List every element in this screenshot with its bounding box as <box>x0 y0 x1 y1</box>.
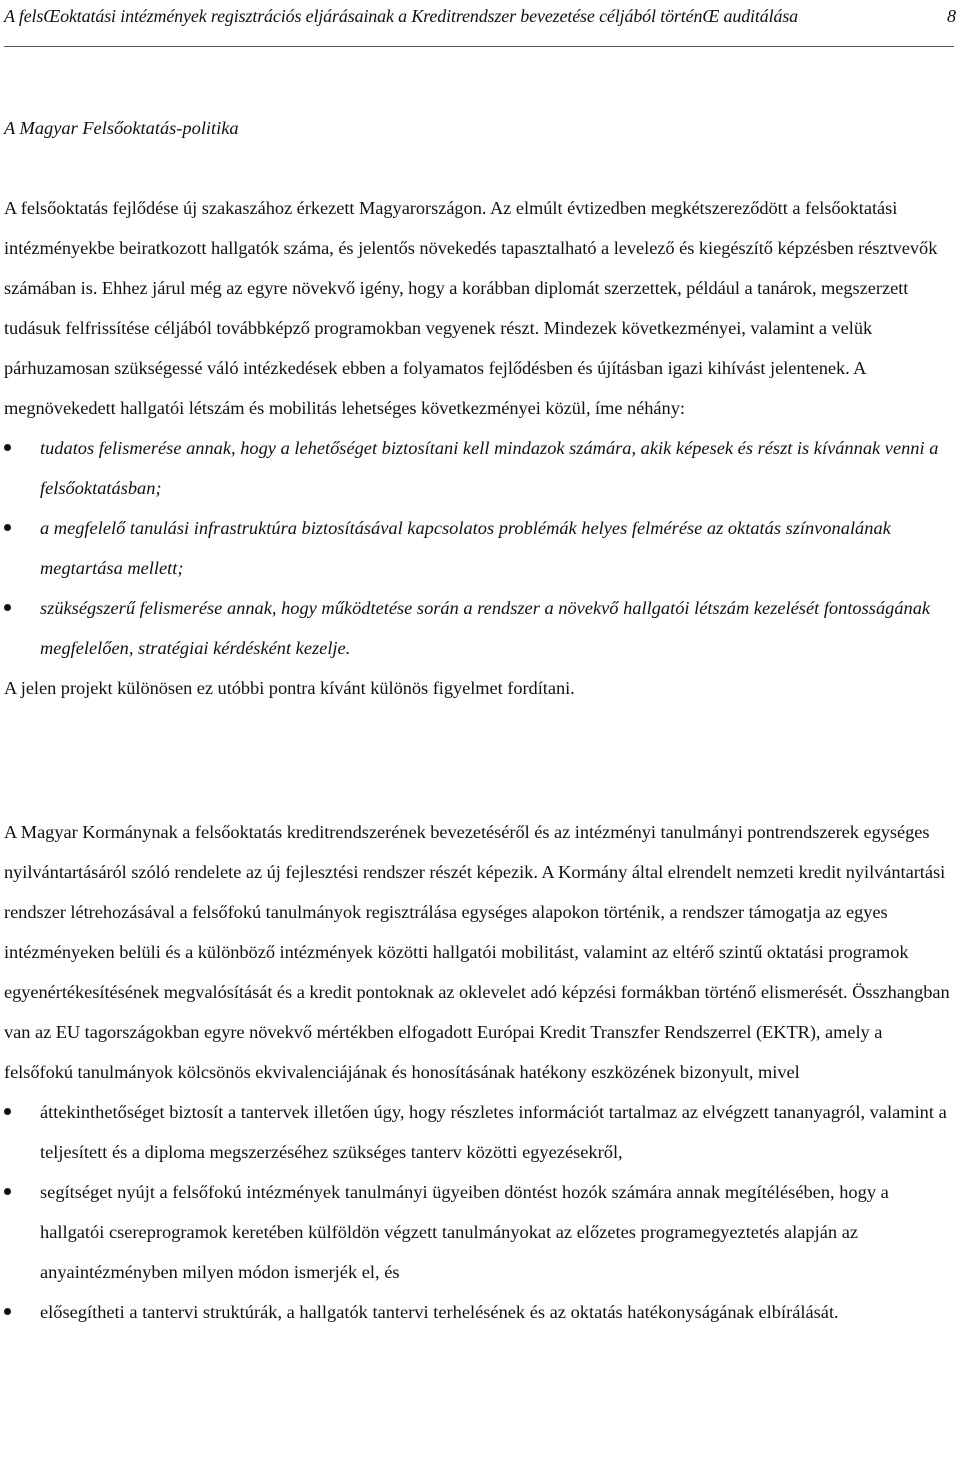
bullet-icon <box>4 524 11 531</box>
list-item-text: elősegítheti a tantervi struktúrák, a hallgatók tantervi terhelésének és az oktatás hatékonyságának elbírálását. <box>40 1302 839 1322</box>
bullet-icon <box>4 1108 11 1115</box>
list-item-text: a megfelelő tanulási infrastruktúra biztosításával kapcsolatos problémák helyes felmérése az oktatás színvonalának megtartása mellett; <box>40 518 891 578</box>
running-header-title: A felsŒoktatási intézmények regisztrációs eljárásainak a Kreditrendszer bevezetése céljából történŒ auditálása <box>4 6 799 26</box>
bullet-icon <box>4 444 11 451</box>
bullet-icon <box>4 1188 11 1195</box>
section-body-2 <box>4 812 954 1332</box>
list-item-text: segítséget nyújt a felsőfokú intézmények tanulmányi ügyeiben döntést hozók számára annak megítélésében, hogy a hallgatói csereprogramok keretében külföldön végzett tanulmányokat az előzetes programegyeztetés alapján az anyaintézményben milyen módon ismerjék el, és <box>40 1182 889 1282</box>
paragraph-intro: A felsőoktatás fejlődése új szakaszához érkezett Magyarországon. Az elmúlt évtizedben megkétszereződött a felsőoktatási intézményekbe beiratkozott hallgatók száma, és jelentős növekedés tapasztalható a levelező és kiegészítő képzésben résztvevők számában is. Ehhez járul még az egyre növekvő igény, hogy a korábban diplomát szerzettek, például a tanárok, megszerzett tudásuk felfrissítése céljából továbbképző programokban vegyenek részt. Mindezek következményei, valamint a velük párhuzamosan szükségessé váló intézkedések ebben a folyamatos fejlődésben és újításban igazi kihívást jelentenek. A megnövekedett hallgatói létszám és mobilitás lehetséges következményei közül, íme néhány: <box>4 198 938 418</box>
list-item <box>4 428 954 508</box>
consequences-list <box>4 428 954 668</box>
section-title: A Magyar Felsőoktatás-politika <box>4 118 239 138</box>
list-item <box>4 588 954 668</box>
list-item <box>4 508 954 588</box>
list-item <box>4 1292 954 1332</box>
ects-benefits-list <box>4 1092 954 1332</box>
running-header <box>4 0 954 47</box>
paragraph-project-focus: A jelen projekt különösen ez utóbbi pontra kívánt különös figyelmet fordítani. <box>4 678 575 698</box>
list-item <box>4 1172 954 1292</box>
document-page <box>4 0 956 1322</box>
bullet-icon <box>4 604 11 611</box>
list-item <box>4 1092 954 1172</box>
paragraph-government-decree: A Magyar Kormánynak a felsőoktatás kreditrendszerének bevezetéséről és az intézményi tanulmányi pontrendszerek egységes nyilvántartásáról szóló rendelete az új fejlesztési rendszer részét képezik. A Kormány által elrendelt nemzeti kredit nyilvántartási rendszer létrehozásával a felsőfokú tanulmányok regisztrálása egységes alapokon történik, a rendszer támogatja az egyes intézményeken belüli és a különböző intézmények közötti hallgatói mobilitást, valamint az eltérő szintű oktatási programok egyenértékesítésének megvalósítását és a kredit pontoknak az oklevelet adó képzési formákban történő elismerését. Összhangban van az EU tagországokban egyre növekvő mértékben elfogadott Európai Kredit Transzfer Rendszerrel (EKTR), amely a felsőfokú tanulmányok kölcsönös ekvivalenciájának és honosításának hatékony eszközének bizonyult, mivel <box>4 822 950 1082</box>
list-item-text: tudatos felismerése annak, hogy a lehetőséget biztosítani kell mindazok számára, akik képesek és részt is kívánnak venni a felsőoktatásban; <box>40 438 939 498</box>
bullet-icon <box>4 1308 11 1315</box>
page-number: 8 <box>947 6 956 26</box>
list-item-text: szükségszerű felismerése annak, hogy működtetése során a rendszer a növekvő hallgatói létszám kezelését fontosságának megfelelően, stratégiai kérdésként kezelje. <box>40 598 931 658</box>
list-item-text: áttekinthetőséget biztosít a tantervek illetően úgy, hogy részletes információt tartalmaz az elvégzett tananyagról, valamint a teljesített és a diploma megszerzéséhez szükséges tanterv közötti egyezésekről, <box>40 1102 947 1162</box>
section-body-1 <box>4 188 954 708</box>
